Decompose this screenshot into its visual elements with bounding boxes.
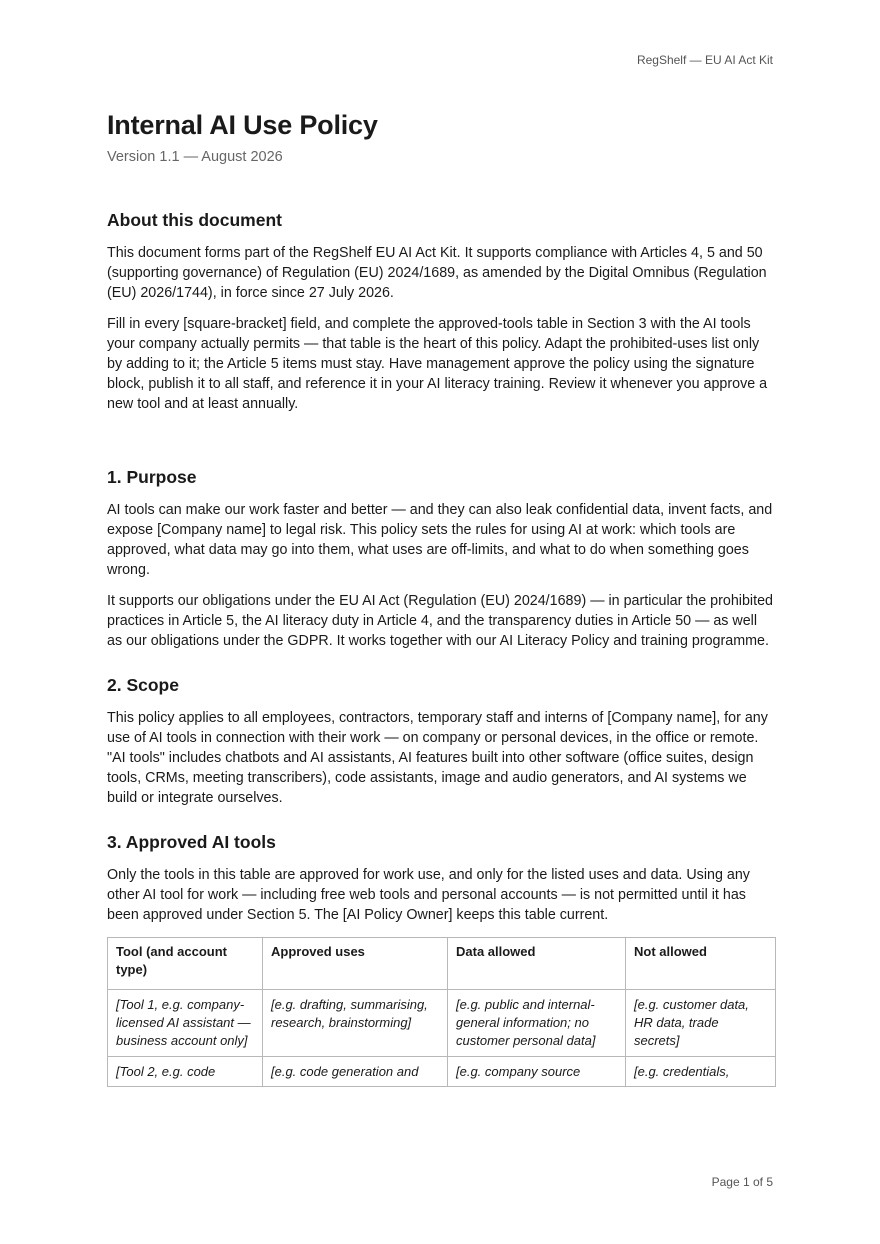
section-heading-purpose: 1. Purpose [107, 467, 197, 487]
column-header-approved-uses: Approved uses [263, 938, 448, 990]
document-body [107, 108, 774, 1087]
table-cell-data-allowed: [e.g. public and internal-general information; no customer personal data] [448, 990, 626, 1057]
column-header-not-allowed: Not allowed [626, 938, 776, 990]
section-heading-scope: 2. Scope [107, 675, 179, 695]
column-header-data-allowed: Data allowed [448, 938, 626, 990]
table-cell-approved-uses: [e.g. drafting, summarising, research, brainstorming] [263, 990, 448, 1057]
approved-tools-table [107, 937, 776, 1087]
document-version: Version 1.1 — August 2026 [107, 149, 283, 165]
table-row [108, 1057, 776, 1087]
document-title: Internal AI Use Policy [107, 110, 378, 140]
table-cell-not-allowed: [e.g. customer data, HR data, trade secrets] [626, 990, 776, 1057]
purpose-paragraph-1: AI tools can make our work faster and better — and they can also leak confidential data, invent facts, and expose [Company name] to legal risk. This policy sets the rules for using AI at work: which tools are approved, what data may go into them, what uses are off-limits, and what to do when something goes wrong. [107, 502, 773, 578]
about-heading: About this document [107, 210, 282, 230]
approved-tools-paragraph: Only the tools in this table are approved for work use, and only for the listed uses and data. Using any other AI tool for work — including free web tools and personal accounts — is not permitted until it has been approved under Section 5. The [AI Policy Owner] keeps this table current. [107, 867, 750, 923]
column-header-tool: Tool (and account type) [108, 938, 263, 990]
about-paragraph-2: Fill in every [square-bracket] field, and complete the approved-tools table in Section 3 with the AI tools your company actually permits — that table is the heart of this policy. Adapt the prohibited-uses list only by adding to it; the Article 5 items must stay. Have management approve the policy using the signature block, publish it to all staff, and reference it in your AI literacy training. Review it whenever you approve a new tool and at least annually. [107, 316, 768, 412]
section-heading-approved-tools: 3. Approved AI tools [107, 832, 276, 852]
table-header-row [108, 938, 776, 990]
table-cell-data-allowed: [e.g. company source [448, 1057, 626, 1087]
table-cell-tool: [Tool 2, e.g. code [108, 1057, 263, 1087]
table-cell-not-allowed: [e.g. credentials, [626, 1057, 776, 1087]
table-row [108, 990, 776, 1057]
table-cell-tool: [Tool 1, e.g. company-licensed AI assistant — business account only] [108, 990, 263, 1057]
table-cell-approved-uses: [e.g. code generation and [263, 1057, 448, 1087]
page-number: Page 1 of 5 [711, 1175, 773, 1189]
purpose-paragraph-2: It supports our obligations under the EU AI Act (Regulation (EU) 2024/1689) — in particular the prohibited practices in Article 5, the AI literacy duty in Article 4, and the transparency duties in Article 50 — as well as our obligations under the GDPR. It works together with our AI Literacy Policy and training programme. [107, 593, 773, 649]
about-paragraph-1: This document forms part of the RegShelf EU AI Act Kit. It supports compliance with Articles 4, 5 and 50 (supporting governance) of Regulation (EU) 2024/1689, as amended by the Digital Omnibus (Regulation (EU) 2026/1744), in force since 27 July 2026. [107, 245, 767, 301]
document-header-kit-label: RegShelf — EU AI Act Kit [636, 53, 773, 67]
scope-paragraph: This policy applies to all employees, contractors, temporary staff and interns of [Company name], for any use of AI tools in connection with their work — on company or personal devices, in the office or remote. "AI tools" includes chatbots and AI assistants, AI features built into other software (office suites, design tools, CRMs, meeting transcribers), code assistants, image and audio generators, and AI systems we build or integrate ourselves. [107, 710, 768, 806]
